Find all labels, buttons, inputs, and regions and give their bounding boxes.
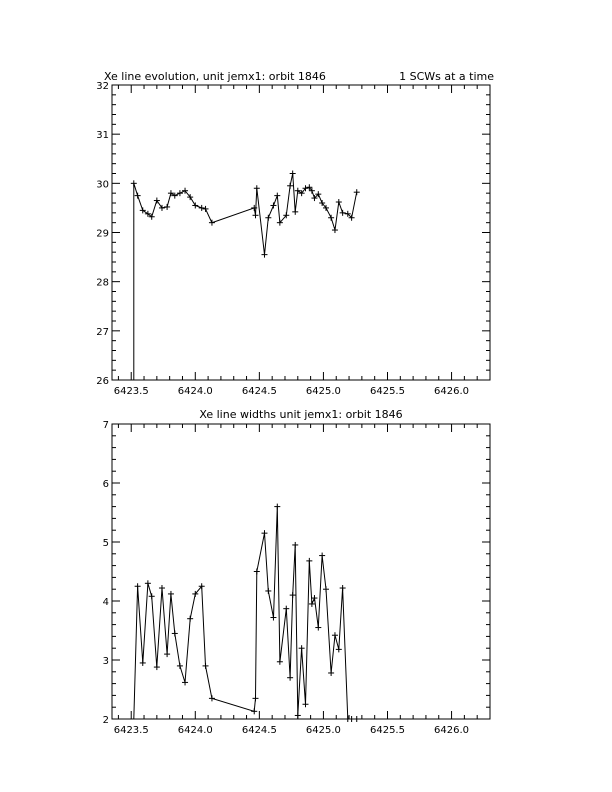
evolution-y-tick-label: 27 (96, 326, 109, 338)
widths-x-tick-label: 6423.5 (113, 725, 149, 736)
evolution-x-tick-label: 6426.0 (434, 386, 470, 397)
evolution-y-tick-label: 26 (96, 376, 109, 387)
widths-x-tick-label: 6425.5 (369, 725, 405, 736)
widths-x-tick-label: 6424.0 (177, 725, 213, 736)
widths-y-tick-label: 4 (102, 597, 109, 608)
evolution-y-tick-label: 29 (96, 228, 109, 240)
evolution-y-tick-label: 28 (96, 277, 109, 289)
evolution-subtitle: 1 SCWs at a time (399, 70, 494, 83)
evolution-x-tick-label: 6425.0 (305, 386, 341, 397)
evolution-y-tick-label: 32 (96, 81, 109, 92)
evolution-y-tick-label: 30 (96, 179, 109, 191)
evolution-x-tick-label: 6425.5 (369, 386, 405, 397)
evolution-x-tick-label: 6424.5 (241, 386, 277, 397)
evolution-x-tick-label: 6423.5 (113, 386, 149, 397)
evolution-y-tick-label: 31 (96, 130, 109, 142)
evolution-title: Xe line evolution, unit jemx1: orbit 1846 (104, 70, 326, 83)
widths-y-tick-label: 3 (102, 656, 109, 667)
widths-y-tick-label: 5 (102, 538, 109, 549)
widths-y-tick-label: 7 (102, 420, 109, 431)
widths-y-tick-label: 6 (102, 479, 109, 490)
widths-x-tick-label: 6424.5 (241, 725, 277, 736)
widths-x-tick-label: 6425.0 (305, 725, 341, 736)
widths-y-tick-label: 2 (102, 715, 109, 726)
evolution-x-tick-label: 6424.0 (177, 386, 213, 397)
widths-x-tick-label: 6426.0 (434, 725, 470, 736)
widths-title: Xe line widths unit jemx1: orbit 1846 (199, 408, 403, 421)
